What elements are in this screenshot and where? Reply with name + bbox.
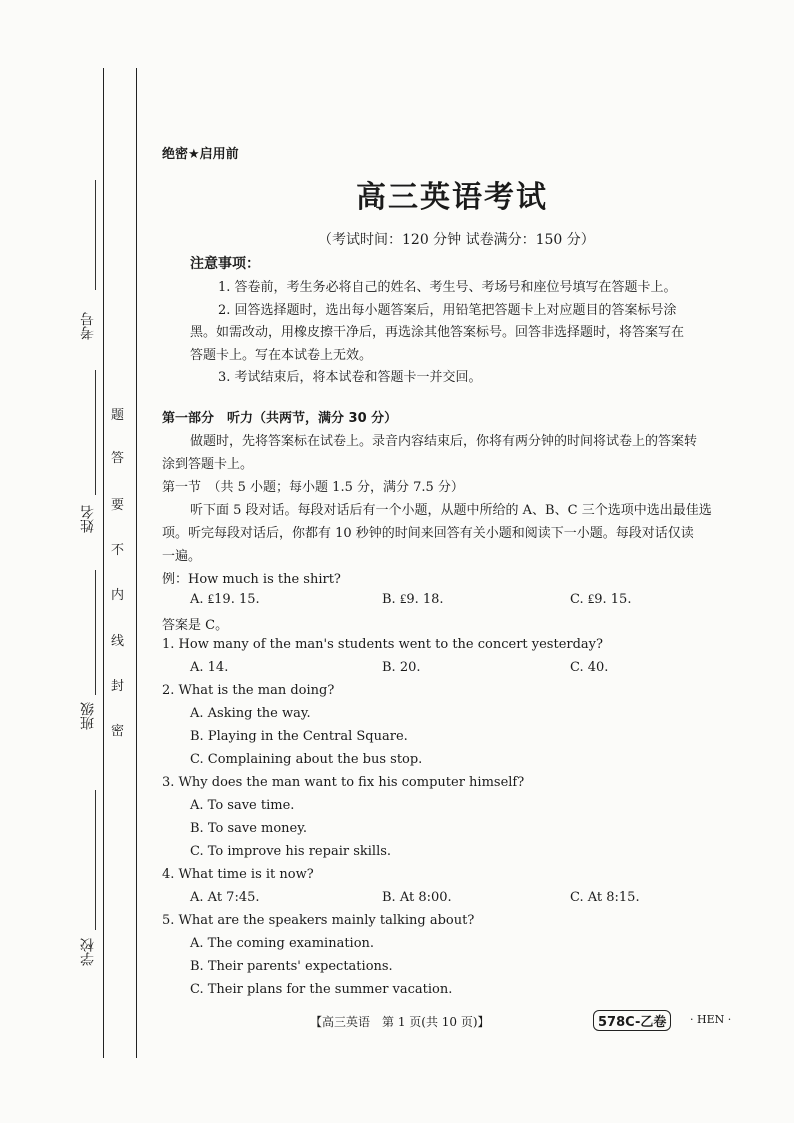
part1-intro-2: 涂到答题卡上。 [162, 457, 254, 472]
notice-line-2: 2. 回答选择题时，选出每小题答案后，用铅笔把答题卡上对应题目的答案标号涂 [218, 303, 677, 318]
notice-line-3: 黑。如需改动，用橡皮擦干净后，再选涂其他答案标号。回答非选择题时，将答案写在 [190, 325, 685, 340]
page-title [0, 172, 794, 216]
seal-char-4: 不 [111, 543, 125, 558]
q3-option-a: A. To save time. [190, 798, 295, 813]
example-question: 例：How much is the shirt? [162, 572, 341, 587]
seal-char-5: 内 [111, 588, 125, 603]
directions-1: 听下面 5 段对话。每段对话后有一个小题，从题中所给的 A、B、C 三个选项中选出最佳选 [190, 503, 712, 518]
binding-line-inner [136, 68, 137, 1058]
question-5: 5. What are the speakers mainly talking about? [162, 913, 475, 928]
notice-line-4: 答题卡上。写在本试卷上无效。 [190, 348, 373, 363]
question-3: 3. Why does the man want to fix his computer himself? [162, 775, 525, 790]
example-option-a: A. ₤19. 15. [190, 592, 260, 607]
notice-heading: 注意事项： [190, 256, 260, 272]
q2-option-b: B. Playing in the Central Square. [190, 729, 408, 744]
q5-option-a: A. The coming examination. [190, 936, 375, 951]
seal-char-2: 答 [111, 451, 125, 466]
exam-no-label: 考号 [80, 312, 96, 340]
school-label: 学校 [80, 938, 96, 966]
example-option-b: B. ₤9. 18. [382, 592, 444, 607]
class-label: 班级 [80, 702, 96, 730]
q1-option-b: B. 20. [382, 660, 421, 675]
part1-intro-1: 做题时，先将答案标在试卷上。录音内容结束后，你将有两分钟的时间将试卷上的答案转 [190, 434, 698, 449]
confidential-mark: 绝密★启用前 [162, 147, 239, 162]
section1-heading: 第一节 （共 5 小题；每小题 1.5 分，满分 7.5 分） [162, 480, 464, 495]
school-fill-line [95, 790, 96, 930]
seal-char-7: 封 [111, 679, 125, 694]
q3-option-c: C. To improve his repair skills. [190, 844, 392, 859]
seal-char-8: 密 [111, 724, 125, 739]
q1-option-a: A. 14. [190, 660, 229, 675]
directions-2: 项。听完每段对话后，你都有 10 秒钟的时间来回答有关小题和阅读下一小题。每段对话仅读 [162, 526, 694, 541]
q3-option-b: B. To save money. [190, 821, 307, 836]
page-title-text: 高三英语考试 [356, 180, 548, 215]
q4-option-b: B. At 8:00. [382, 890, 452, 905]
notice-line-5: 3. 考试结束后，将本试卷和答题卡一并交回。 [218, 370, 482, 385]
class-fill-line [95, 570, 96, 695]
question-4: 4. What time is it now? [162, 867, 314, 882]
seal-char-6: 线 [111, 634, 125, 649]
part1-heading: 第一部分 听力（共两节，满分 30 分） [162, 411, 398, 426]
seal-char-1: 题 [111, 408, 125, 423]
name-label: 姓名 [80, 505, 96, 533]
exam-info: （考试时间：120 分钟 试卷满分：150 分） [318, 232, 595, 248]
name-fill-line [95, 370, 96, 495]
footer-tag: · HEN · [690, 1013, 732, 1026]
q4-option-c: C. At 8:15. [570, 890, 640, 905]
q2-option-a: A. Asking the way. [190, 706, 311, 721]
page-footer: 【高三英语 第 1 页(共 10 页)】 [310, 1015, 490, 1029]
question-1: 1. How many of the man's students went to the concert yesterday? [162, 637, 603, 652]
example-answer: 答案是 C。 [162, 618, 229, 633]
q5-option-c: C. Their plans for the summer vacation. [190, 982, 453, 997]
q1-option-c: C. 40. [570, 660, 609, 675]
directions-3: 一遍。 [162, 549, 202, 564]
q5-option-b: B. Their parents' expectations. [190, 959, 393, 974]
paper-code-badge: 578C-乙卷 [593, 1010, 671, 1031]
notice-line-1: 1. 答卷前，考生务必将自己的姓名、考生号、考场号和座位号填写在答题卡上。 [218, 280, 677, 295]
seal-char-3: 要 [111, 498, 125, 513]
example-option-c: C. ₤9. 15. [570, 592, 632, 607]
q4-option-a: A. At 7:45. [190, 890, 260, 905]
question-2: 2. What is the man doing? [162, 683, 335, 698]
binding-line-outer [103, 68, 104, 1058]
q2-option-c: C. Complaining about the bus stop. [190, 752, 423, 767]
